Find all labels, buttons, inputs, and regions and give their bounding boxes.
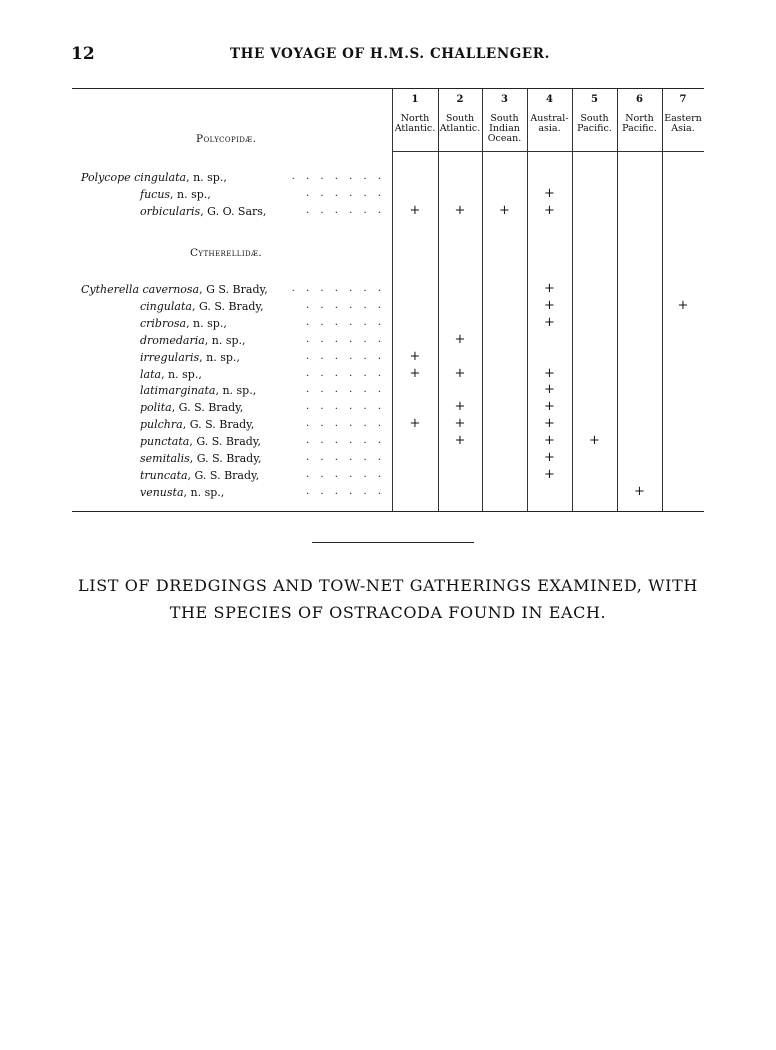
species-author: , n. sp.,: [186, 171, 227, 184]
column-label: South: [445, 113, 475, 124]
leader-dots: . . . . . .: [306, 316, 385, 328]
species-row: [72, 435, 704, 451]
species-row: [72, 331, 704, 350]
column-label: North: [400, 113, 430, 124]
header-rule: [392, 151, 704, 152]
species-name: [140, 435, 261, 448]
leader-dots: . . . . . .: [306, 367, 385, 379]
species-name: [140, 368, 202, 381]
species-epithet: cribrosa: [140, 316, 187, 330]
species-author: , n. sp.,: [170, 187, 211, 201]
species-author: , n. sp.,: [199, 350, 240, 364]
leader-dots: . . . . . . .: [291, 283, 385, 294]
species-epithet: venusta: [140, 485, 184, 499]
presence-mark: +: [409, 202, 421, 218]
species-epithet: orbicularis: [140, 204, 201, 218]
species-name: [140, 334, 246, 347]
species-row: [72, 418, 704, 434]
presence-mark: +: [454, 202, 466, 218]
species-author: , n. sp.,: [215, 384, 257, 398]
species-name: [140, 486, 224, 499]
family-name: Polycopidæ.: [196, 133, 257, 145]
species-epithet: latimarginata: [140, 384, 216, 398]
species-row: [72, 348, 704, 367]
leader-dots: . . . . . .: [306, 418, 385, 430]
leader-dots: . . . . . .: [306, 401, 385, 413]
species-row: [72, 314, 704, 333]
section-divider: [312, 542, 474, 543]
species-name: [140, 469, 259, 482]
column-label: Ocean.: [487, 133, 522, 144]
column-label: Pacific.: [622, 123, 657, 134]
species-row: [72, 365, 704, 384]
presence-mark: +: [454, 399, 466, 415]
species-name: [81, 283, 268, 296]
column-label: Asia.: [671, 123, 695, 134]
list-title-line-1: LIST OF DREDGINGS AND TOW-NET GATHERINGS EXAMINED, WITH: [78, 576, 698, 595]
species-row: [72, 401, 704, 417]
species-name: [140, 300, 264, 313]
presence-mark: +: [544, 466, 555, 482]
species-row: [72, 185, 704, 204]
leader-dots: . . . . . . .: [291, 171, 385, 182]
species-name: [140, 401, 243, 414]
page-number: 12: [71, 44, 95, 64]
column-header: [438, 95, 482, 134]
species-name: [140, 351, 240, 364]
presence-mark: +: [454, 365, 466, 381]
leader-dots: . . . . . .: [306, 299, 385, 311]
leader-dots: . . . . . .: [306, 384, 385, 396]
presence-mark: +: [454, 331, 466, 347]
list-title-line-2: THE SPECIES OF OSTRACODA FOUND IN EACH.: [169, 603, 607, 622]
species-name: [81, 171, 227, 184]
column-header: [662, 95, 704, 134]
column-number: 7: [679, 94, 687, 105]
species-epithet: semitalis: [140, 452, 190, 465]
species-epithet: punctata: [140, 435, 190, 449]
species-row: [72, 202, 704, 221]
presence-mark: +: [499, 202, 510, 218]
species-epithet: irregularis: [140, 350, 200, 364]
species-author: , G. O. Sars,: [200, 204, 267, 218]
species-row: [72, 466, 704, 485]
presence-mark: +: [544, 382, 555, 398]
column-label: North: [625, 113, 654, 124]
presence-mark: +: [544, 399, 555, 415]
column-header: [617, 95, 662, 134]
column-label: Austral-: [530, 113, 569, 124]
species-row: [72, 297, 704, 316]
presence-mark: +: [409, 416, 421, 432]
column-label: South: [490, 113, 519, 124]
species-author: , G. S. Brady,: [187, 468, 260, 482]
leader-dots: . . . . . .: [306, 452, 385, 463]
leader-dots: . . . . . .: [306, 435, 385, 447]
column-number: 1: [411, 94, 419, 105]
species-row: [72, 283, 704, 299]
species-name: [140, 205, 266, 218]
column-number: 6: [636, 94, 643, 105]
column-number: 5: [591, 94, 598, 105]
species-author: , n. sp.,: [186, 316, 227, 330]
species-epithet: polita: [140, 401, 172, 415]
column-label: Atlantic.: [439, 123, 481, 134]
species-author: , G S. Brady,: [199, 283, 268, 296]
column-number: 2: [456, 94, 464, 105]
species-row: [72, 171, 704, 187]
presence-mark: +: [544, 281, 555, 296]
presence-mark: +: [409, 365, 421, 381]
species-name: [140, 418, 254, 431]
column-label: South: [580, 113, 609, 124]
family-name: Cytherellidæ.: [190, 247, 263, 259]
presence-mark: +: [544, 416, 555, 432]
species-name: [140, 188, 211, 201]
species-epithet: Cytherella cavernosa: [81, 283, 200, 296]
leader-dots: . . . . . .: [306, 204, 385, 216]
presence-mark: +: [544, 314, 555, 330]
species-epithet: truncata: [140, 468, 188, 482]
presence-mark: +: [544, 297, 555, 313]
species-row: [72, 452, 704, 468]
species-epithet: Polycope cingulata: [81, 171, 187, 184]
species-epithet: pulchra: [140, 418, 183, 432]
presence-mark: +: [409, 348, 421, 364]
running-title: THE VOYAGE OF H.M.S. CHALLENGER.: [230, 46, 550, 62]
species-epithet: dromedaria: [140, 333, 205, 347]
species-author: , G. S. Brady,: [182, 418, 255, 432]
species-name: [140, 317, 227, 330]
species-row: [72, 483, 704, 502]
column-header: [482, 95, 527, 144]
column-label: Atlantic.: [394, 123, 436, 134]
species-epithet: lata: [140, 367, 162, 381]
species-name: [140, 384, 256, 397]
column-label: Eastern: [664, 113, 702, 124]
species-name: [140, 452, 261, 465]
presence-mark: +: [634, 483, 645, 499]
species-author: , G. S. Brady,: [189, 435, 262, 449]
species-author: , n. sp.,: [204, 333, 246, 347]
distribution-table: [72, 88, 704, 512]
presence-mark: +: [454, 433, 466, 449]
presence-mark: +: [677, 297, 689, 313]
presence-mark: +: [544, 202, 555, 218]
presence-mark: +: [544, 365, 555, 381]
column-number: 3: [501, 94, 508, 105]
column-label: Pacific.: [577, 123, 612, 134]
presence-mark: +: [589, 433, 600, 449]
presence-mark: +: [454, 416, 466, 432]
species-author: , n. sp.,: [161, 367, 202, 381]
column-header: [527, 95, 572, 134]
leader-dots: . . . . . .: [306, 333, 385, 345]
species-author: , G. S. Brady,: [189, 452, 262, 465]
species-author: , n. sp.,: [183, 485, 225, 499]
column-label: asia.: [538, 123, 561, 134]
column-label: Indian: [489, 123, 520, 134]
species-author: , G. S. Brady,: [191, 299, 264, 313]
species-author: , G. S. Brady,: [171, 401, 244, 415]
species-epithet: fucus: [140, 187, 171, 201]
species-row: [72, 384, 704, 400]
leader-dots: . . . . . .: [306, 468, 385, 480]
presence-mark: +: [544, 433, 555, 449]
presence-mark: +: [544, 450, 555, 465]
species-epithet: cingulata: [140, 299, 192, 313]
leader-dots: . . . . . .: [306, 485, 385, 497]
column-header: [392, 95, 438, 134]
presence-mark: +: [544, 185, 555, 201]
column-number: 4: [546, 94, 553, 105]
leader-dots: . . . . . .: [306, 350, 385, 362]
leader-dots: . . . . . .: [306, 187, 385, 199]
column-header: [572, 95, 617, 134]
